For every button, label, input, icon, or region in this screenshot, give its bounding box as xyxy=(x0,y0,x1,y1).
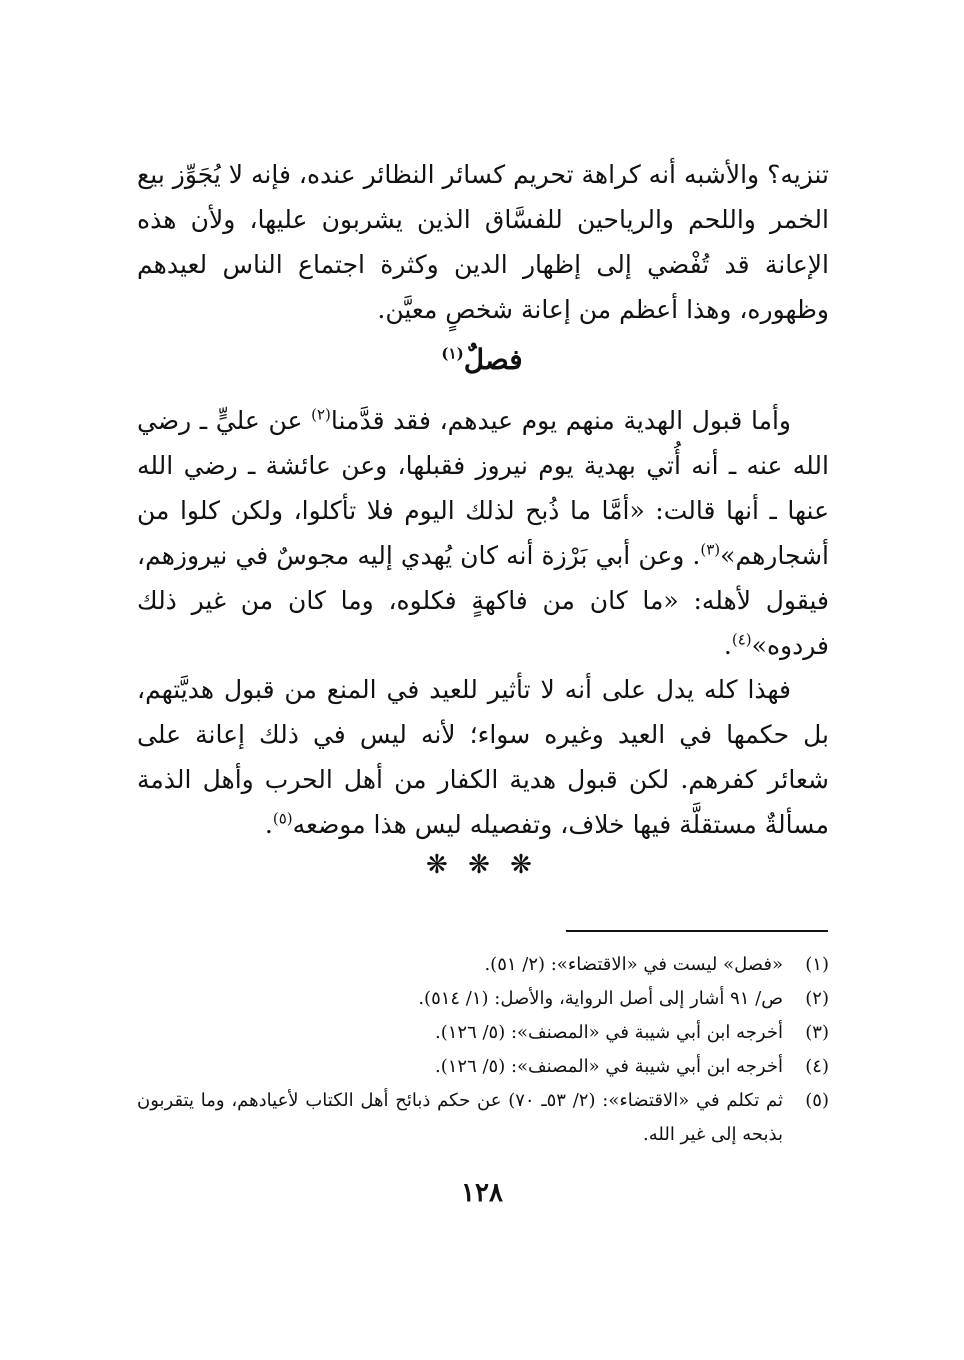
footnote-number: (١) xyxy=(805,954,829,975)
footnote-text: أخرجه ابن أبي شيبة في «المصنف»: (٥/ ١٢٦). xyxy=(434,1056,783,1077)
paragraph-3-part-a: فهذا كله يدل على أنه لا تأثير للعيد في المنع من قبول هديَّتهم، بل حكمها في العيد وغيره سواء؛ لأنه ليس في ذلك إعانة على شعائر كفرهم. لكن قبول هدية الكفار من أهل الحرب وأهل الذمة مسألةٌ مستقلَّة فيها خلاف، وتفصيله ليس هذا موضعه xyxy=(137,675,829,839)
paragraph-2-part-b: عن عليٍّ ـ رضي الله عنه ـ أنه أُتي بهدية يوم نيروز فقبلها، وعن عائشة ـ رضي الله عنها ـ أنها قالت: «أمَّا ما ذُبح لذلك اليوم فلا تأكلوا، ولكن كلوا من أشجارهم» xyxy=(137,406,829,570)
page-number: ١٢٨ xyxy=(461,1178,503,1208)
paragraph-1 xyxy=(137,152,829,332)
footnote-text: ثم تكلم في «الاقتضاء»: (٢/ ٥٣ـ ٧٠) عن حكم ذبائح أهل الكتاب لأعيادهم، وما يتقربون بذبحه إلى غير الله. xyxy=(137,1090,783,1145)
footnote-item xyxy=(137,948,829,982)
footnote-number: (٢) xyxy=(805,988,829,1009)
footnote-item xyxy=(137,1084,829,1152)
paragraph-2-part-c: . وعن أبي بَرْزة أنه كان يُهدي إليه مجوسٌ في نيروزهم، فيقول لأهله: «ما كان من فاكهةٍ فكلوه، وما كان من غير ذلك فردوه» xyxy=(137,541,829,660)
footnote-ref-4[interactable]: (٤) xyxy=(731,630,752,649)
paragraph-3 xyxy=(137,667,829,847)
footnotes xyxy=(137,948,829,1152)
section-heading-text: فصلٌ xyxy=(463,343,523,376)
footnote-text: «فصل» ليست في «الاقتضاء»: (٢/ ٥١). xyxy=(484,954,783,975)
section-separator: ❋ ❋ ❋ xyxy=(426,850,538,880)
footnote-number: (٣) xyxy=(805,1022,829,1043)
paragraph-2-part-a: وأما قبول الهدية منهم يوم عيدهم، فقد قدَّمنا xyxy=(330,406,791,435)
footnote-ref-2[interactable]: (٢) xyxy=(311,405,331,424)
paragraph-1-text: تنزيه؟ والأشبه أنه كراهة تحريم كسائر النظائر عنده، فإنه لا يُجَوِّز بيع الخمر واللحم والرياحين للفسَّاق الذين يشربون عليها، ولأن هذه الإعانة قد تُفْضي إلى إظهار الدين وكثرة اجتماع الناس لعيدهم وظهوره، وهذا أعظم من إعانة شخصٍ معيَّن. xyxy=(137,160,829,324)
footnote-text: ص/ ٩١ أشار إلى أصل الرواية، والأصل: (١/ ٥١٤). xyxy=(418,988,783,1009)
footnote-divider xyxy=(566,930,828,932)
footnote-item xyxy=(137,982,829,1016)
footnote-item xyxy=(137,1050,829,1084)
footnote-number: (٤) xyxy=(805,1056,829,1077)
footnote-text: أخرجه ابن أبي شيبة في «المصنف»: (٥/ ١٢٦). xyxy=(434,1022,783,1043)
footnote-ref-5[interactable]: (٥) xyxy=(272,809,293,828)
paragraph-2-part-d: . xyxy=(723,631,732,660)
footnote-number: (٥) xyxy=(805,1090,829,1111)
paragraph-3-text xyxy=(137,667,829,847)
footnote-ref-3[interactable]: (٣) xyxy=(700,540,721,559)
paragraph-2 xyxy=(137,398,829,668)
paragraph-3-part-b: . xyxy=(264,810,273,839)
footnote-ref-1[interactable]: (١) xyxy=(441,344,464,363)
paragraph-2-text xyxy=(137,398,829,668)
footnote-item xyxy=(137,1016,829,1050)
section-heading xyxy=(0,340,964,380)
